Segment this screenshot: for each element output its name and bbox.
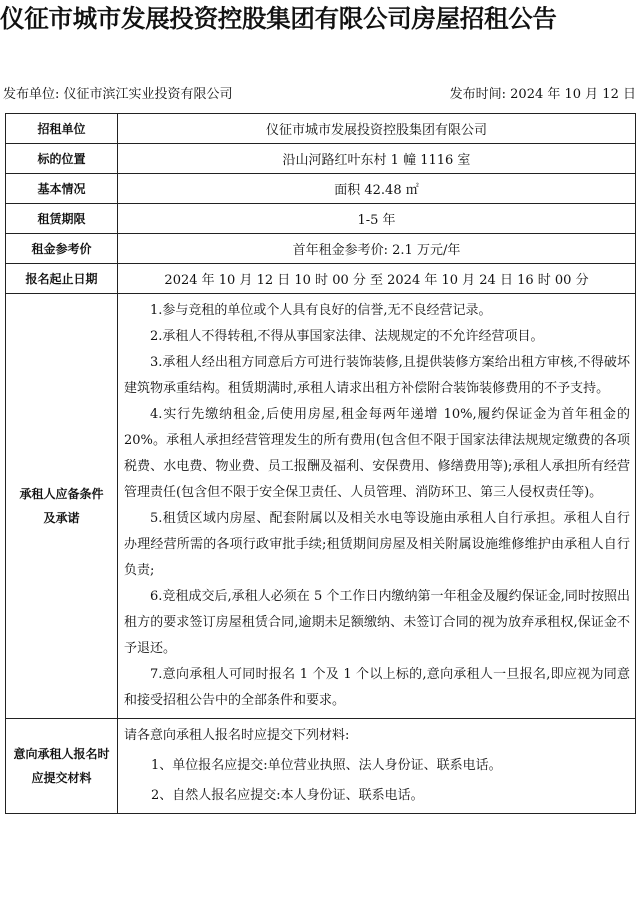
meta-bar: [0, 84, 640, 106]
row-label-lessor: 招租单位: [6, 114, 118, 144]
condition-item: 6.竞租成交后,承租人必须在 5 个工作日内缴纳第一年租金及履约保证金,同时按照出租方的要求签订房屋租赁合同,逾期未足额缴纳、未签订合同的视为放弃承租权,保证金不予退还。: [124, 589, 630, 656]
rental-info-table: [5, 113, 636, 814]
publisher-label: 发布单位:: [3, 87, 60, 102]
conditions-label: [6, 294, 118, 719]
material-item: 1、单位报名应提交:单位营业执照、法人身份证、联系电话。: [151, 758, 502, 773]
table-row-materials: [6, 719, 636, 814]
publish-time-value: 2024 年 10 月 12 日: [510, 87, 636, 102]
materials-label: [6, 719, 118, 814]
publish-time-info: [450, 84, 636, 106]
materials-intro: 请各意向承租人报名时应提交下列材料:: [124, 728, 350, 743]
table-row: [6, 114, 636, 144]
condition-item: 3.承租人经出租方同意后方可进行装饰装修,且提供装修方案给出租方审核,不得破坏建筑物承重结构。租赁期满时,承租人请求出租方补偿附合装饰装修费用的不予支持。: [124, 355, 630, 396]
row-label-location: 标的位置: [6, 144, 118, 174]
row-label-basic-info: 基本情况: [6, 174, 118, 204]
publish-time-label: 发布时间:: [449, 87, 507, 102]
row-value-reference-rent: 首年租金参考价: 2.1 万元/年: [118, 234, 636, 264]
publisher-info: [3, 84, 233, 106]
table-row: [6, 234, 636, 264]
row-label-lease-term: 租赁期限: [6, 204, 118, 234]
row-value-registration-period: 2024 年 10 月 12 日 10 时 00 分 至 2024 年 10 月 24 日 16 时 00 分: [118, 264, 636, 294]
row-value-lessor: 仪征市城市发展投资控股集团有限公司: [118, 114, 636, 144]
page-title: 仪征市城市发展投资控股集团有限公司房屋招租公告: [0, 4, 557, 33]
table-row: [6, 174, 636, 204]
materials-content: [118, 719, 636, 814]
condition-item: 5.租赁区域内房屋、配套附属以及相关水电等设施由承租人自行承担。承租人自行办理经营所需的各项行政审批手续;租赁期间房屋及相关附属设施维修维护由承租人自行负责;: [124, 511, 630, 578]
row-value-location: 沿山河路红叶东村 1 幢 1116 室: [118, 144, 636, 174]
conditions-label-line1: 承租人应备条件: [19, 487, 104, 501]
publisher-value: 仪征市滨江实业投资有限公司: [63, 87, 233, 102]
conditions-content: [118, 294, 636, 719]
condition-item: 7.意向承租人可同时报名 1 个及 1 个以上标的,意向承租人一旦报名,即应视为同意和接受招租公告中的全部条件和要求。: [124, 667, 630, 708]
row-label-reference-rent: 租金参考价: [6, 234, 118, 264]
row-value-lease-term: 1-5 年: [118, 204, 636, 234]
table-row: [6, 204, 636, 234]
condition-item: 1.参与竞租的单位或个人具有良好的信誉,无不良经营记录。: [150, 303, 492, 318]
row-value-basic-info: 面积 42.48 ㎡: [118, 174, 636, 204]
materials-label-line2: 应提交材料: [31, 771, 92, 785]
table-row: [6, 264, 636, 294]
table-row: [6, 144, 636, 174]
conditions-label-line2: 及承诺: [43, 511, 80, 525]
table-row-conditions: [6, 294, 636, 719]
condition-item: 2.承租人不得转租,不得从事国家法律、法规规定的不允许经营项目。: [150, 329, 544, 344]
material-item: 2、自然人报名应提交:本人身份证、联系电话。: [151, 788, 424, 803]
materials-label-line1: 意向承租人报名时: [13, 747, 110, 761]
condition-item: 4.实行先缴纳租金,后使用房屋,租金每两年递增 10%,履约保证金为首年租金的 20%。承租人承担经营管理发生的所有费用(包含但不限于国家法律法规规定缴费的各项税费、水电费、物业费、员工报酬及福利、安保费用、修缮费用等);承租人承担所有经营管理责任(包含但不限于安全保卫责任、人员管理、消防环卫、第三人侵权责任等)。: [124, 407, 630, 500]
row-label-registration-period: 报名起止日期: [6, 264, 118, 294]
